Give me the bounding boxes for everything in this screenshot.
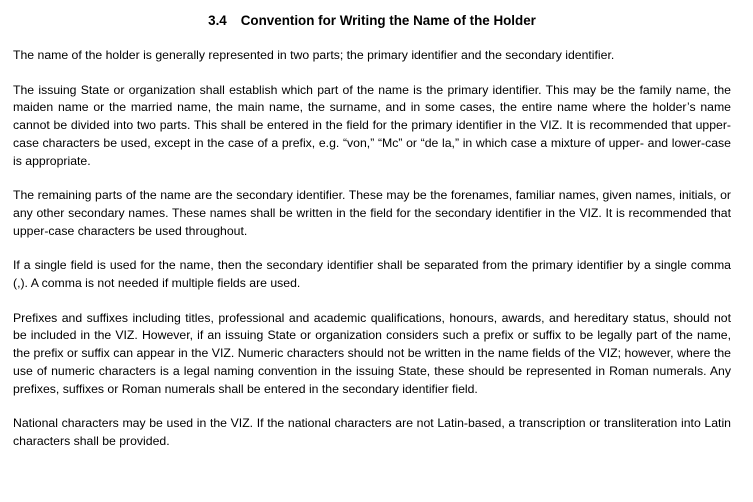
- paragraph-single-field: If a single field is used for the name, then the secondary identifier shall be separated from the primary identifier by a single comma (,). A comma is not needed if multiple fields are used.: [13, 258, 731, 291]
- section-heading: [13, 11, 731, 30]
- paragraph-national-characters: National characters may be used in the VIZ. If the national characters are not Latin-based, a transcription or transliteration into Latin characters shall be provided.: [13, 416, 731, 448]
- paragraph-primary-identifier: The issuing State or organization shall establish which part of the name is the primary identifier. This may be the family name, the maiden name or the married name, the main name, the surname, and in some cases, the entire name where the holder’s name cannot be divided into two parts. This shall be entered in the field for the primary identifier in the VIZ. It is recommended that upper-case characters be used, except in the case of a prefix, e.g. “von,” “Mc” or “de la,” in which case a mixture of upper- and lower-case is appropriate.: [13, 82, 731, 168]
- paragraph-secondary-identifier: The remaining parts of the name are the secondary identifier. These may be the forenames, familiar names, given names, initials, or any other secondary names. These names shall be written in the field for the secondary identifier in the VIZ. It is recommended that upper-case characters be used throughout.: [13, 188, 731, 238]
- document-page: [13, 0, 731, 451]
- section-title: Convention for Writing the Name of the Holder: [240, 13, 536, 28]
- section-number: 3.4: [208, 13, 227, 28]
- paragraph-name-parts: The name of the holder is generally represented in two parts; the primary identifier and the secondary identifier.: [13, 48, 615, 62]
- paragraph-prefixes-suffixes: Prefixes and suffixes including titles, professional and academic qualifications, honours, awards, and hereditary status, should not be included in the VIZ. However, if an issuing State or organization considers such a prefix or suffix to be legally part of the name, the prefix or suffix can appear in the VIZ. Numeric characters should not be written in the name fields of the VIZ; however, where the use of numeric characters is a legal naming convention in the issuing State, these should be represented in Roman numerals. Any prefixes, suffixes or Roman numerals shall be entered in the secondary identifier field.: [13, 310, 731, 396]
